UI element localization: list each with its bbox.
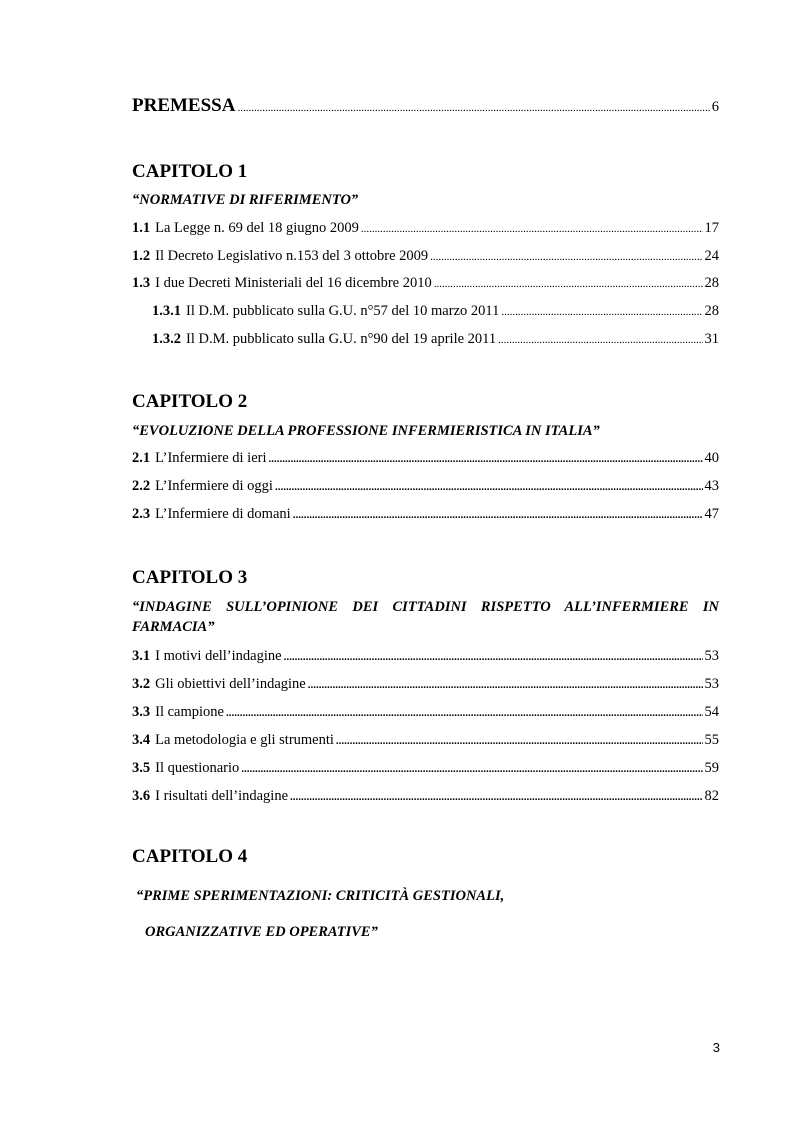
- leader-dots: [284, 648, 703, 666]
- chapter-heading: CAPITOLO 3: [132, 567, 248, 588]
- toc-entry-number: 1.1: [132, 220, 151, 236]
- chapter-subtitle: “INDAGINE SULL’OPINIONE DEI CITTADINI RISPETTO ALL’INFERMIERE IN FARMACIA”: [132, 599, 719, 635]
- leader-dots: [498, 331, 702, 349]
- leader-dots: [226, 704, 703, 722]
- toc-entry-page: 40: [704, 450, 719, 466]
- toc-entry[interactable]: [132, 449, 719, 468]
- chapter-heading: CAPITOLO 1: [132, 161, 248, 182]
- toc-entry-premessa[interactable]: [132, 95, 719, 119]
- toc-entry-page: 24: [704, 248, 719, 264]
- toc-subentry[interactable]: [152, 330, 719, 349]
- toc-entry-page: 54: [704, 704, 719, 720]
- toc-entry[interactable]: [132, 505, 719, 524]
- toc-entry[interactable]: [132, 647, 719, 666]
- toc-entry-title: Il campione: [155, 704, 224, 720]
- toc-entry-page: 31: [704, 331, 719, 347]
- toc-entry-number: 1.2: [132, 248, 151, 264]
- toc-entry-title: I due Decreti Ministeriali del 16 dicembre 2010: [155, 275, 432, 291]
- toc-entry-page: 47: [704, 506, 719, 522]
- toc-entry-page: 82: [704, 788, 719, 804]
- chapter-subtitle-line-1: “PRIME SPERIMENTAZIONI: CRITICITÀ GESTIONALI,: [136, 888, 505, 904]
- leader-dots: [336, 732, 703, 750]
- leader-dots: [430, 248, 702, 266]
- toc-entry-number: 3.6: [132, 788, 151, 804]
- toc-entry-number: 3.3: [132, 704, 151, 720]
- toc-entry-page: 28: [704, 275, 719, 291]
- toc-entry[interactable]: [132, 703, 719, 722]
- leader-dots: [290, 788, 702, 806]
- leader-dots: [308, 676, 703, 694]
- toc-subentry[interactable]: [152, 302, 719, 321]
- chapter-heading: CAPITOLO 2: [132, 391, 248, 412]
- toc-entry[interactable]: [132, 759, 719, 778]
- leader-dots: [237, 97, 709, 119]
- toc-entry-title: Il questionario: [155, 760, 240, 776]
- toc-entry-title: L’Infermiere di oggi: [155, 478, 273, 494]
- toc-entry[interactable]: [132, 247, 719, 266]
- toc-entry-number: 3.4: [132, 732, 151, 748]
- toc-entry-number: 2.3: [132, 506, 151, 522]
- toc-entry-title: Gli obiettivi dell’indagine: [155, 676, 306, 692]
- page-number: 3: [712, 1040, 720, 1055]
- toc-entry-number: 2.1: [132, 450, 151, 466]
- chapter-subtitle-line-2: ORGANIZZATIVE ED OPERATIVE”: [145, 924, 378, 940]
- toc-entry-page: 43: [704, 478, 719, 494]
- toc-entry-page: 53: [704, 676, 719, 692]
- toc-entry-label: PREMESSA: [132, 95, 236, 116]
- toc-entry-title: Il Decreto Legislativo n.153 del 3 ottobre 2009: [155, 248, 429, 264]
- leader-dots: [434, 275, 703, 293]
- toc-entry-number: 3.1: [132, 648, 151, 664]
- toc-entry-title: La Legge n. 69 del 18 giugno 2009: [155, 220, 359, 236]
- toc-entry[interactable]: [132, 787, 719, 806]
- toc-entry-number: 2.2: [132, 478, 151, 494]
- toc-entry[interactable]: [132, 675, 719, 694]
- toc-entry-title: L’Infermiere di domani: [155, 506, 291, 522]
- toc-entry[interactable]: [132, 274, 719, 293]
- chapter-subtitle: “EVOLUZIONE DELLA PROFESSIONE INFERMIERISTICA IN ITALIA”: [132, 423, 600, 439]
- leader-dots: [293, 506, 703, 524]
- toc-entry-title: L’Infermiere di ieri: [155, 450, 267, 466]
- chapter-heading: CAPITOLO 4: [132, 846, 248, 867]
- leader-dots: [361, 220, 703, 238]
- leader-dots: [275, 478, 703, 496]
- toc-entry-title: I risultati dell’indagine: [155, 788, 289, 804]
- toc-entry-title: I motivi dell’indagine: [155, 648, 282, 664]
- toc-entry-page: 6: [711, 99, 719, 115]
- toc-entry-page: 17: [704, 220, 719, 236]
- leader-dots: [501, 303, 702, 321]
- toc-entry-number: 1.3: [132, 275, 151, 291]
- toc-entry-number: 3.2: [132, 676, 151, 692]
- toc-entry-page: 59: [704, 760, 719, 776]
- leader-dots: [241, 760, 702, 778]
- toc-entry-number: 1.3.2: [152, 331, 181, 347]
- toc-entry[interactable]: [132, 219, 719, 238]
- toc-entry-number: 3.5: [132, 760, 151, 776]
- toc-entry-page: 55: [704, 732, 719, 748]
- toc-entry-title: Il D.M. pubblicato sulla G.U. n°57 del 10 marzo 2011: [186, 303, 500, 319]
- toc-entry-title: La metodologia e gli strumenti: [155, 732, 334, 748]
- toc-entry-page: 28: [704, 303, 719, 319]
- toc-entry-page: 53: [704, 648, 719, 664]
- toc-entry-number: 1.3.1: [152, 303, 181, 319]
- chapter-subtitle: “NORMATIVE DI RIFERIMENTO”: [132, 192, 359, 208]
- toc-entry-title: Il D.M. pubblicato sulla G.U. n°90 del 19 aprile 2011: [186, 331, 497, 347]
- toc-entry[interactable]: [132, 477, 719, 496]
- leader-dots: [269, 450, 703, 468]
- toc-entry[interactable]: [132, 731, 719, 750]
